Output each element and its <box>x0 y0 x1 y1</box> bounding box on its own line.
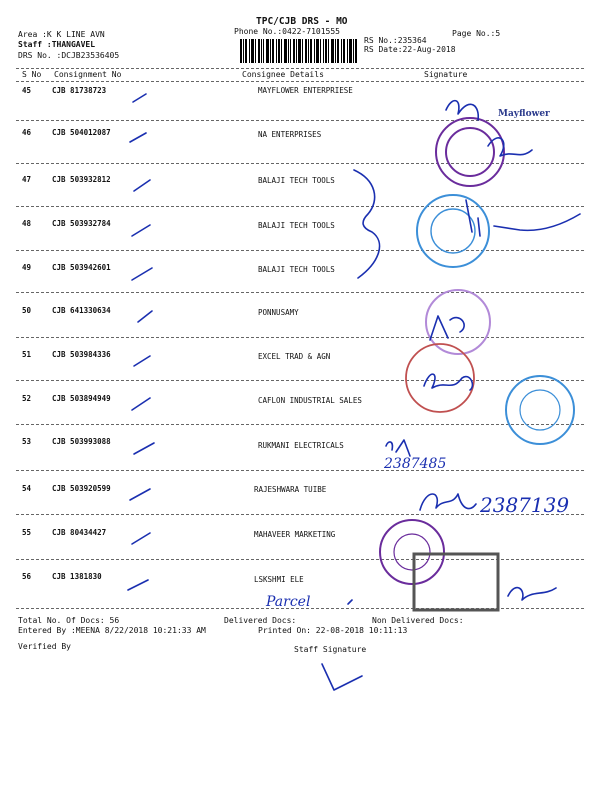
row-sno: 45 <box>22 86 32 95</box>
row-divider <box>16 608 584 609</box>
row-divider <box>16 292 584 293</box>
row-divider <box>16 120 584 121</box>
row-divider <box>16 470 584 471</box>
row-consignment-no: CJB 503932812 <box>52 175 111 184</box>
na-enterprises-stamp <box>436 118 504 186</box>
column-header-consignee: Consignee Details <box>242 70 324 79</box>
row-divider <box>16 337 584 338</box>
row-sno: 52 <box>22 394 32 403</box>
row-consignment-no: CJB 503993088 <box>52 437 111 446</box>
area-label: Area :K K LINE AVN <box>18 30 105 39</box>
non-delivered-docs: Non Delivered Docs: <box>372 616 464 625</box>
staff-signature-mark <box>322 664 362 690</box>
header-top-divider <box>16 68 584 69</box>
row-consignee: MAHAVEER MARKETING <box>254 530 336 539</box>
row-sno: 54 <box>22 484 32 493</box>
handwritten-parcel: Parcel <box>266 594 311 610</box>
entered-by: Entered By :MEENA 8/22/2018 10:21:33 AM <box>18 626 206 635</box>
row-consignee: PONNUSAMY <box>258 308 299 317</box>
staff-label: Staff :THANGAVEL <box>18 40 96 49</box>
phone-number: Phone No.:0422-7101555 <box>234 27 340 36</box>
row-consignment-no: CJB 503920599 <box>52 484 111 493</box>
row-sno: 48 <box>22 219 32 228</box>
row-consignee: EXCEL TRAD & AGN <box>258 352 331 361</box>
brace-mark <box>354 170 380 278</box>
row-consignment-no: CJB 1381830 <box>52 572 102 581</box>
row-sno: 50 <box>22 306 32 315</box>
row-consignee: LSKSHMI ELE <box>254 575 304 584</box>
column-header-signature: Signature <box>424 70 468 79</box>
row-divider <box>16 380 584 381</box>
lakshmi-electricals-stamp <box>414 554 498 610</box>
row-sno: 55 <box>22 528 32 537</box>
rs-date: RS Date:22-Aug-2018 <box>364 45 456 54</box>
row-consignment-no: CJB 81738723 <box>52 86 107 95</box>
row-divider <box>16 424 584 425</box>
staff-signature-label: Staff Signature <box>294 645 367 654</box>
row-sno: 47 <box>22 175 32 184</box>
row-divider <box>16 250 584 251</box>
row-consignee: BALAJI TECH TOOLS <box>258 176 335 185</box>
column-header-consignment: Consignment No <box>54 70 122 79</box>
mahaveer-stamp <box>380 520 444 584</box>
row-consignment-no: CJB 504012087 <box>52 128 111 137</box>
rs-number: RS No.:235364 <box>364 36 427 45</box>
row-sno: 53 <box>22 437 32 446</box>
page-number: Page No.:5 <box>452 29 501 38</box>
printed-on: Printed On: 22-08-2018 10:11:13 <box>258 626 408 635</box>
row-consignment-no: CJB 503932784 <box>52 219 111 228</box>
ponnusamy-stamp <box>426 290 490 354</box>
handwritten-number-row54: 2387139 <box>480 493 570 517</box>
handwritten-number-row53: 2387485 <box>384 456 447 472</box>
row-consignee: RAJESHWARA TUIBE <box>254 485 327 494</box>
row-consignee: BALAJI TECH TOOLS <box>258 265 335 274</box>
row-consignment-no: CJB 80434427 <box>52 528 107 537</box>
row-consignee: CAFLON INDUSTRIAL SALES <box>258 396 362 405</box>
total-docs: Total No. Of Docs: 56 <box>18 616 120 625</box>
document-title: TPC/CJB DRS - MO <box>256 16 348 27</box>
row-sno: 46 <box>22 128 32 137</box>
row-consignee: MAYFLOWER ENTERPRIESE <box>258 86 353 95</box>
row-divider <box>16 514 584 515</box>
header-bottom-divider <box>16 81 584 82</box>
drs-number: DRS No. :DCJB23536405 <box>18 51 120 60</box>
caflon-stamp <box>506 376 574 444</box>
delivered-docs: Delivered Docs: <box>224 616 297 625</box>
tick-marks <box>128 94 154 590</box>
column-header-sno: S No <box>22 70 42 79</box>
row-sno: 51 <box>22 350 32 359</box>
row-consignee: BALAJI TECH TOOLS <box>258 221 335 230</box>
row-divider <box>16 559 584 560</box>
barcode-image <box>240 39 358 63</box>
row-consignment-no: CJB 503894949 <box>52 394 111 403</box>
verified-by: Verified By <box>18 642 71 651</box>
row-divider <box>16 163 584 164</box>
row-sno: 56 <box>22 572 32 581</box>
row-consignee: RUKMANI ELECTRICALS <box>258 441 344 450</box>
row-consignment-no: CJB 641330634 <box>52 306 111 315</box>
row-divider <box>16 206 584 207</box>
excel-traders-stamp <box>406 344 474 412</box>
mayflower-stamp-text: Mayflower <box>498 109 550 119</box>
row-consignment-no: CJB 503942601 <box>52 263 111 272</box>
row-consignment-no: CJB 503984336 <box>52 350 111 359</box>
row-sno: 49 <box>22 263 32 272</box>
handwritten-signature-row54 <box>420 494 476 510</box>
row-consignee: NA ENTERPRISES <box>258 130 322 139</box>
